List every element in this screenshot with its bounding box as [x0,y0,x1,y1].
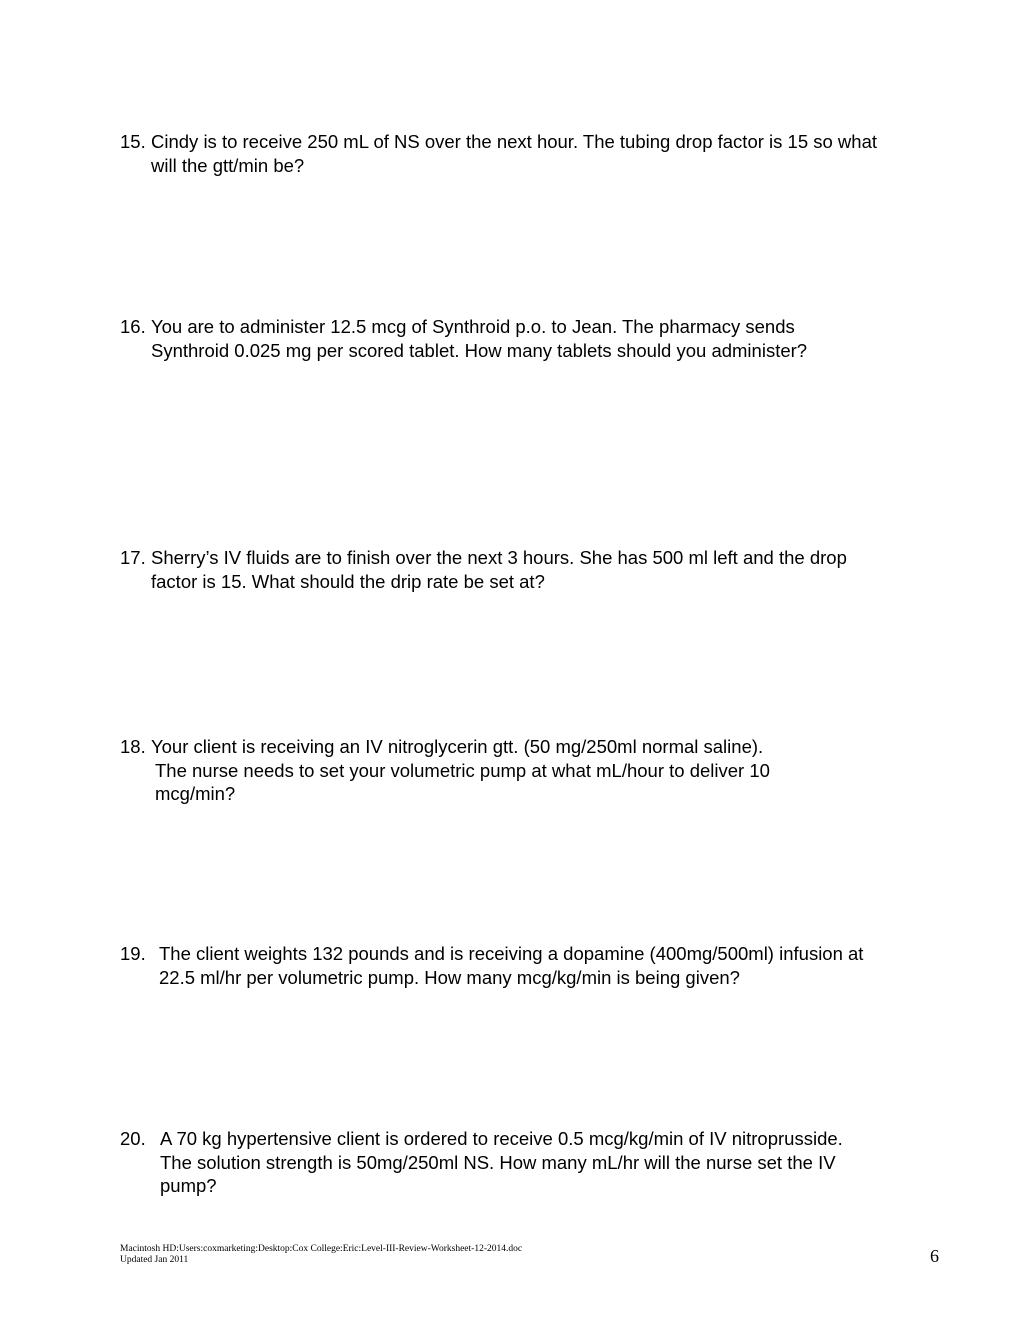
question-text-line: pump? [160,1175,217,1196]
question-text-line: Cindy is to receive 250 mL of NS over the next hour. The tubing drop factor is 15 so what [151,131,878,152]
question-text-line: Your client is receiving an IV nitroglycerin gtt. (50 mg/250ml normal saline). [151,736,764,757]
question-number: 16. [120,316,146,337]
question-number: 15. [120,131,146,152]
question-text-line: Synthroid 0.025 mg per scored tablet. How many tablets should you administer? [151,339,808,361]
page-number: 6 [930,1246,939,1266]
question-19 [120,942,960,989]
question-number: 19. [120,943,146,964]
question-text-line: factor is 15. What should the drip rate be set at? [151,570,545,592]
footer-updated-date: Updated Jan 2011 [120,1255,189,1265]
question-text-line: will the gtt/min be? [151,154,305,176]
question-text-line: Sherry’s IV fluids are to finish over the next 3 hours. She has 500 ml left and the drop [151,547,847,568]
question-16 [120,315,960,362]
question-text-line: 22.5 ml/hr per volumetric pump. How many mcg/kg/min is being given? [159,966,740,988]
footer-file-path: Macintosh HD:Users:coxmarketing:Desktop:Cox College:Eric:Level-III-Review-Worksheet-12-2014.doc [120,1244,523,1254]
question-number: 17. [120,547,146,568]
question-number: 20. [120,1128,146,1149]
question-17 [120,546,960,593]
page-footer [120,1244,522,1266]
question-text-line: You are to administer 12.5 mcg of Synthroid p.o. to Jean. The pharmacy sends [151,316,795,337]
question-15 [120,130,960,177]
question-18 [120,735,960,806]
question-text-line: The client weights 132 pounds and is receiving a dopamine (400mg/500ml) infusion at [159,943,864,964]
question-number: 18. [120,736,146,757]
question-20 [120,1127,960,1198]
question-text-line: A 70 kg hypertensive client is ordered to receive 0.5 mcg/kg/min of IV nitroprusside. [160,1128,843,1149]
question-text-line: mcg/min? [155,783,236,804]
question-text-line: The solution strength is 50mg/250ml NS. How many mL/hr will the nurse set the IV [160,1151,836,1173]
question-text-line: The nurse needs to set your volumetric pump at what mL/hour to deliver 10 [155,759,770,781]
